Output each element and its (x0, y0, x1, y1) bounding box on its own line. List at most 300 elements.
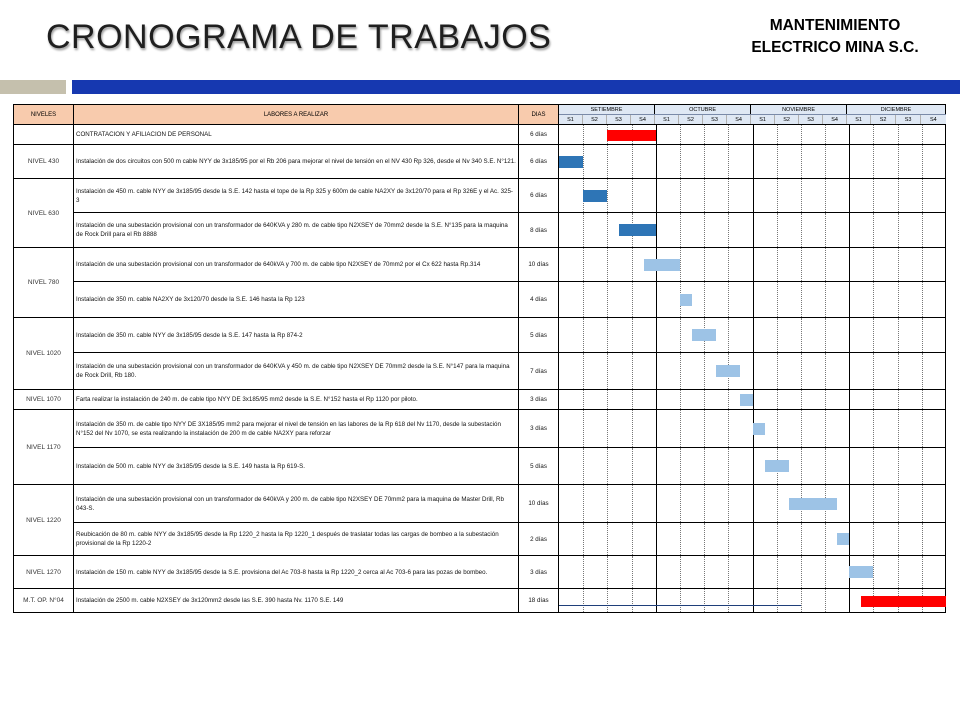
gantt-track (559, 125, 945, 144)
week-divider (680, 318, 681, 352)
week-divider (777, 213, 778, 247)
duration-cell: 4 días (519, 282, 559, 318)
week-divider (704, 485, 705, 522)
week-divider (801, 213, 802, 247)
week-divider (873, 353, 874, 389)
level-cell: NIVEL 430 (14, 145, 74, 179)
week-header: S4 (921, 115, 946, 125)
week-divider (777, 179, 778, 212)
gantt-track (559, 248, 945, 281)
week-divider (728, 390, 729, 409)
month-divider (753, 556, 754, 588)
month-divider (656, 556, 657, 588)
week-divider (632, 448, 633, 484)
week-divider (873, 179, 874, 212)
duration-cell: 10 días (519, 485, 559, 523)
task-label: Instalación de una subestación provisional con un transformador de 640KVA y 450 m. de cable tipo N2XSEY DE 70mm2 desde la S.E. N°147 para la maquina de Rock Drill, Rb 180. (74, 353, 519, 390)
week-divider (632, 523, 633, 555)
week-divider (777, 248, 778, 281)
gantt-cell (559, 145, 946, 179)
week-divider (680, 556, 681, 588)
week-divider (704, 390, 705, 409)
week-divider (680, 353, 681, 389)
week-divider (873, 145, 874, 178)
week-divider (922, 248, 923, 281)
month-divider (849, 125, 850, 144)
week-divider (898, 179, 899, 212)
month-divider (753, 353, 754, 389)
week-divider (777, 410, 778, 447)
header-band-blue (72, 80, 960, 94)
week-divider (801, 318, 802, 352)
week-divider (777, 556, 778, 588)
gantt-track (559, 589, 945, 612)
week-divider (704, 448, 705, 484)
week-divider (583, 353, 584, 389)
month-divider (656, 318, 657, 352)
week-divider (898, 213, 899, 247)
week-divider (873, 448, 874, 484)
week-divider (922, 485, 923, 522)
week-divider (898, 556, 899, 588)
month-divider (849, 318, 850, 352)
week-divider (704, 523, 705, 555)
duration-cell: 5 días (519, 318, 559, 353)
level-cell: NIVEL 1220 (14, 485, 74, 556)
week-divider (704, 410, 705, 447)
week-divider (777, 353, 778, 389)
week-divider (704, 353, 705, 389)
week-divider (922, 282, 923, 317)
week-divider (801, 125, 802, 144)
schedule-row (14, 410, 946, 448)
gantt-cell (559, 485, 946, 523)
week-divider (825, 448, 826, 484)
week-divider (632, 589, 633, 612)
week-divider (607, 353, 608, 389)
gantt-track (559, 556, 945, 588)
gantt-track (559, 390, 945, 409)
gantt-track (559, 523, 945, 555)
month-divider (753, 589, 754, 612)
month-header: NOVIEMBRE (751, 105, 847, 115)
week-divider (680, 125, 681, 144)
gantt-track (559, 318, 945, 352)
week-divider (873, 213, 874, 247)
company-line-2: ELECTRICO MINA S.C. (751, 39, 919, 56)
week-divider (898, 390, 899, 409)
month-divider (656, 448, 657, 484)
schedule-row (14, 390, 946, 410)
week-divider (801, 410, 802, 447)
week-divider (607, 589, 608, 612)
month-header: DICIEMBRE (847, 105, 946, 115)
week-divider (680, 448, 681, 484)
schedule-row (14, 179, 946, 213)
gantt-cell (559, 589, 946, 613)
month-divider (656, 125, 657, 144)
week-divider (728, 145, 729, 178)
week-divider (632, 248, 633, 281)
week-header: S2 (775, 115, 799, 125)
week-divider (632, 556, 633, 588)
month-header: OCTUBRE (655, 105, 751, 115)
month-divider (849, 523, 850, 555)
week-header: S1 (655, 115, 679, 125)
week-divider (898, 248, 899, 281)
page-title: CRONOGRAMA DE TRABAJOS (46, 18, 552, 56)
week-header: S3 (607, 115, 631, 125)
duration-cell: 8 días (519, 213, 559, 248)
gantt-bar (789, 498, 837, 510)
week-divider (873, 556, 874, 588)
week-divider (777, 523, 778, 555)
week-divider (680, 179, 681, 212)
gantt-bar (559, 156, 583, 168)
week-divider (777, 390, 778, 409)
week-divider (801, 145, 802, 178)
month-divider (849, 353, 850, 389)
week-divider (632, 390, 633, 409)
gantt-track (559, 213, 945, 247)
week-divider (583, 390, 584, 409)
level-cell: NIVEL 1070 (14, 390, 74, 410)
week-divider (607, 485, 608, 522)
schedule-row (14, 318, 946, 353)
week-divider (583, 556, 584, 588)
month-divider (753, 213, 754, 247)
duration-cell: 7 días (519, 353, 559, 390)
month-divider (753, 179, 754, 212)
week-divider (632, 145, 633, 178)
month-divider (849, 589, 850, 612)
month-divider (656, 589, 657, 612)
week-divider (825, 125, 826, 144)
week-divider (873, 282, 874, 317)
week-header: S3 (703, 115, 727, 125)
schedule-row (14, 448, 946, 485)
gantt-cell (559, 318, 946, 353)
week-divider (825, 248, 826, 281)
week-divider (898, 410, 899, 447)
month-divider (849, 248, 850, 281)
week-divider (922, 523, 923, 555)
task-label: Instalación de 350 m. cable NA2XY de 3x120/70 desde la S.E. 146 hasta la Rp 123 (74, 282, 519, 318)
week-divider (801, 282, 802, 317)
week-header: S3 (799, 115, 823, 125)
month-divider (656, 353, 657, 389)
schedule-row (14, 282, 946, 318)
week-divider (922, 318, 923, 352)
week-divider (728, 556, 729, 588)
gantt-bar (837, 533, 849, 545)
week-divider (922, 410, 923, 447)
week-divider (801, 523, 802, 555)
week-divider (607, 410, 608, 447)
week-divider (801, 390, 802, 409)
week-divider (583, 248, 584, 281)
duration-cell: 3 días (519, 556, 559, 589)
week-divider (680, 589, 681, 612)
week-divider (873, 248, 874, 281)
week-divider (825, 179, 826, 212)
week-divider (728, 589, 729, 612)
week-divider (632, 410, 633, 447)
month-divider (753, 523, 754, 555)
week-divider (607, 523, 608, 555)
month-divider (849, 390, 850, 409)
baseline-line (559, 605, 801, 606)
duration-cell: 6 días (519, 145, 559, 179)
task-label: CONTRATACION Y AFILIACION DE PERSONAL (74, 125, 519, 145)
task-label: Instalación de 350 m. cable NYY de 3x185/95 desde la S.E. 147 hasta la Rp 874-2 (74, 318, 519, 353)
week-divider (801, 448, 802, 484)
week-divider (728, 125, 729, 144)
week-divider (922, 145, 923, 178)
week-divider (680, 485, 681, 522)
week-divider (728, 523, 729, 555)
week-divider (777, 589, 778, 612)
gantt-cell (559, 282, 946, 318)
week-divider (873, 485, 874, 522)
week-divider (632, 353, 633, 389)
week-divider (922, 556, 923, 588)
week-divider (680, 523, 681, 555)
week-divider (632, 318, 633, 352)
task-label: Instalación de dos circuitos con 500 m cable NYY de 3x185/95 por el Rb 206 para mejorar el nivel de tensión en el NV 430 Rp 326, desde el Nv 340 S.E. N°121. (74, 145, 519, 179)
gantt-cell (559, 248, 946, 282)
gantt-bar (849, 566, 873, 578)
week-header: S3 (896, 115, 921, 125)
week-header: S2 (679, 115, 703, 125)
duration-cell: 3 días (519, 390, 559, 410)
week-divider (777, 485, 778, 522)
week-divider (873, 390, 874, 409)
week-divider (898, 145, 899, 178)
duration-cell: 18 días (519, 589, 559, 613)
week-divider (825, 318, 826, 352)
week-divider (873, 410, 874, 447)
week-divider (825, 410, 826, 447)
month-header: SETIEMBRE (559, 105, 655, 115)
week-divider (680, 410, 681, 447)
week-header: S2 (583, 115, 607, 125)
gantt-cell (559, 523, 946, 556)
gantt-bar (692, 329, 716, 341)
week-divider (607, 390, 608, 409)
month-divider (656, 523, 657, 555)
gantt-track (559, 282, 945, 317)
month-divider (656, 282, 657, 317)
month-divider (656, 390, 657, 409)
week-divider (607, 556, 608, 588)
task-label: Instalación de 350 m. de cable tipo NYY DE 3X185/95 mm2 para mejorar el nivel de tensión en las labores de la Rp 618 del Nv 1170, desde la subestación N°152 del Nv 1070, se esta realizando la instalación de 200 m de cable NA2XY para reforzar (74, 410, 519, 448)
week-divider (680, 145, 681, 178)
schedule-row (14, 523, 946, 556)
gantt-track (559, 485, 945, 522)
header-niveles: NIVELES (14, 105, 74, 125)
level-cell: NIVEL 1020 (14, 318, 74, 390)
gantt-cell (559, 213, 946, 248)
week-divider (801, 179, 802, 212)
level-cell: NIVEL 1170 (14, 410, 74, 485)
month-divider (753, 448, 754, 484)
gantt-track (559, 179, 945, 212)
week-divider (898, 523, 899, 555)
week-divider (873, 523, 874, 555)
week-header: S4 (631, 115, 655, 125)
gantt-track (559, 145, 945, 178)
month-divider (656, 485, 657, 522)
task-label: Instalación de 150 m. cable NYY de 3x185/95 desde la S.E. provisiona del Ac 703-8 hasta la Rp 1220_2 cerca al Ac 703-6 para las pozas de bombeo. (74, 556, 519, 589)
week-divider (801, 248, 802, 281)
week-divider (922, 448, 923, 484)
gantt-cell (559, 353, 946, 390)
week-divider (728, 213, 729, 247)
week-divider (583, 213, 584, 247)
task-label: Instalación de una subestación provisional con un transformador de 640KVA y 280 m. de cable tipo N2XSEY de 70mm2 desde la S.E. N°135 para la maquina de Rock Drill para el Rb 8888 (74, 213, 519, 248)
month-divider (753, 125, 754, 144)
week-divider (583, 125, 584, 144)
week-header: S2 (871, 115, 896, 125)
company-name (725, 15, 945, 59)
gantt-track (559, 448, 945, 484)
month-divider (849, 448, 850, 484)
duration-cell: 10 días (519, 248, 559, 282)
gantt-cell (559, 179, 946, 213)
week-divider (898, 353, 899, 389)
week-divider (607, 248, 608, 281)
month-divider (849, 485, 850, 522)
week-divider (777, 282, 778, 317)
week-header: S4 (727, 115, 751, 125)
week-divider (825, 556, 826, 588)
level-cell (14, 125, 74, 145)
gantt-cell (559, 410, 946, 448)
week-divider (825, 390, 826, 409)
gantt-cell (559, 390, 946, 410)
gantt-cell (559, 556, 946, 589)
week-divider (898, 448, 899, 484)
company-line-1: MANTENIMIENTO (769, 17, 901, 34)
week-divider (825, 145, 826, 178)
week-divider (825, 213, 826, 247)
week-divider (583, 410, 584, 447)
gantt-bar (753, 423, 765, 435)
week-divider (873, 318, 874, 352)
task-label: Reubicación de 80 m. cable NYY de 3x185/95 desde la Rp 1220_2 hasta la Rp 1220_1 después de traslatar todas las cargas de bombeo a la subestación provisional de la Rp 1220-2 (74, 523, 519, 556)
month-divider (753, 145, 754, 178)
week-divider (801, 589, 802, 612)
week-divider (704, 125, 705, 144)
level-cell: NIVEL 630 (14, 179, 74, 248)
month-divider (753, 485, 754, 522)
week-divider (728, 248, 729, 281)
week-divider (801, 353, 802, 389)
week-divider (632, 282, 633, 317)
gantt-track (559, 353, 945, 389)
week-divider (704, 145, 705, 178)
week-divider (898, 318, 899, 352)
gantt-bar (740, 394, 752, 406)
schedule-row (14, 248, 946, 282)
month-divider (849, 179, 850, 212)
week-divider (728, 410, 729, 447)
month-divider (753, 390, 754, 409)
week-divider (898, 125, 899, 144)
month-divider (753, 248, 754, 281)
schedule-table (13, 104, 946, 613)
task-label: Instalación de una subestación provisional con un transformador de 640kVA y 700 m. de cable tipo N2XSEY de 70mm2 por el Cx 622 hasta Rp.314 (74, 248, 519, 282)
week-divider (607, 448, 608, 484)
week-divider (922, 179, 923, 212)
week-divider (583, 318, 584, 352)
level-cell: NIVEL 1270 (14, 556, 74, 589)
week-divider (607, 145, 608, 178)
week-divider (801, 556, 802, 588)
week-divider (632, 485, 633, 522)
week-divider (898, 282, 899, 317)
week-divider (583, 485, 584, 522)
gantt-bar (765, 460, 789, 472)
gantt-bar (583, 190, 607, 202)
month-divider (656, 213, 657, 247)
level-cell: M.T. OP. N°04 (14, 589, 74, 613)
week-divider (728, 318, 729, 352)
week-divider (728, 485, 729, 522)
week-divider (607, 179, 608, 212)
task-label: Farta realizar la instalación de 240 m. de cable tipo NYY DE 3x185/95 mm2 desde la S.E. N°152 hasta el Rp 1120 por piloto. (74, 390, 519, 410)
week-divider (777, 318, 778, 352)
duration-cell: 5 días (519, 448, 559, 485)
schedule-row (14, 125, 946, 145)
week-divider (680, 390, 681, 409)
month-divider (753, 282, 754, 317)
gantt-bar (861, 596, 946, 607)
task-label: Instalación de 500 m. cable NYY de 3x185/95 desde la S.E. 149 hasta la Rp 619-S. (74, 448, 519, 485)
week-divider (825, 353, 826, 389)
week-divider (704, 248, 705, 281)
gantt-bar (619, 224, 655, 236)
week-divider (704, 589, 705, 612)
duration-cell: 6 días (519, 125, 559, 145)
schedule-row (14, 589, 946, 613)
header-labores: LABORES A REALIZAR (74, 105, 519, 125)
month-divider (849, 282, 850, 317)
week-divider (825, 589, 826, 612)
duration-cell: 2 días (519, 523, 559, 556)
month-divider (656, 145, 657, 178)
week-header: S1 (751, 115, 775, 125)
header-band-gray (0, 80, 66, 94)
duration-cell: 6 días (519, 179, 559, 213)
task-label: Instalación de 2500 m. cable N2XSEY de 3x120mm2 desde las S.E. 390 hasta Nv. 1170 S.E. 149 (74, 589, 519, 613)
schedule-row (14, 213, 946, 248)
week-divider (728, 179, 729, 212)
duration-cell: 3 días (519, 410, 559, 448)
gantt-bar (644, 259, 680, 271)
week-divider (680, 213, 681, 247)
week-divider (922, 390, 923, 409)
week-divider (825, 523, 826, 555)
week-divider (583, 145, 584, 178)
month-divider (656, 410, 657, 447)
schedule-row (14, 353, 946, 390)
schedule-row (14, 485, 946, 523)
week-divider (583, 589, 584, 612)
gantt-cell (559, 125, 946, 145)
week-divider (607, 213, 608, 247)
